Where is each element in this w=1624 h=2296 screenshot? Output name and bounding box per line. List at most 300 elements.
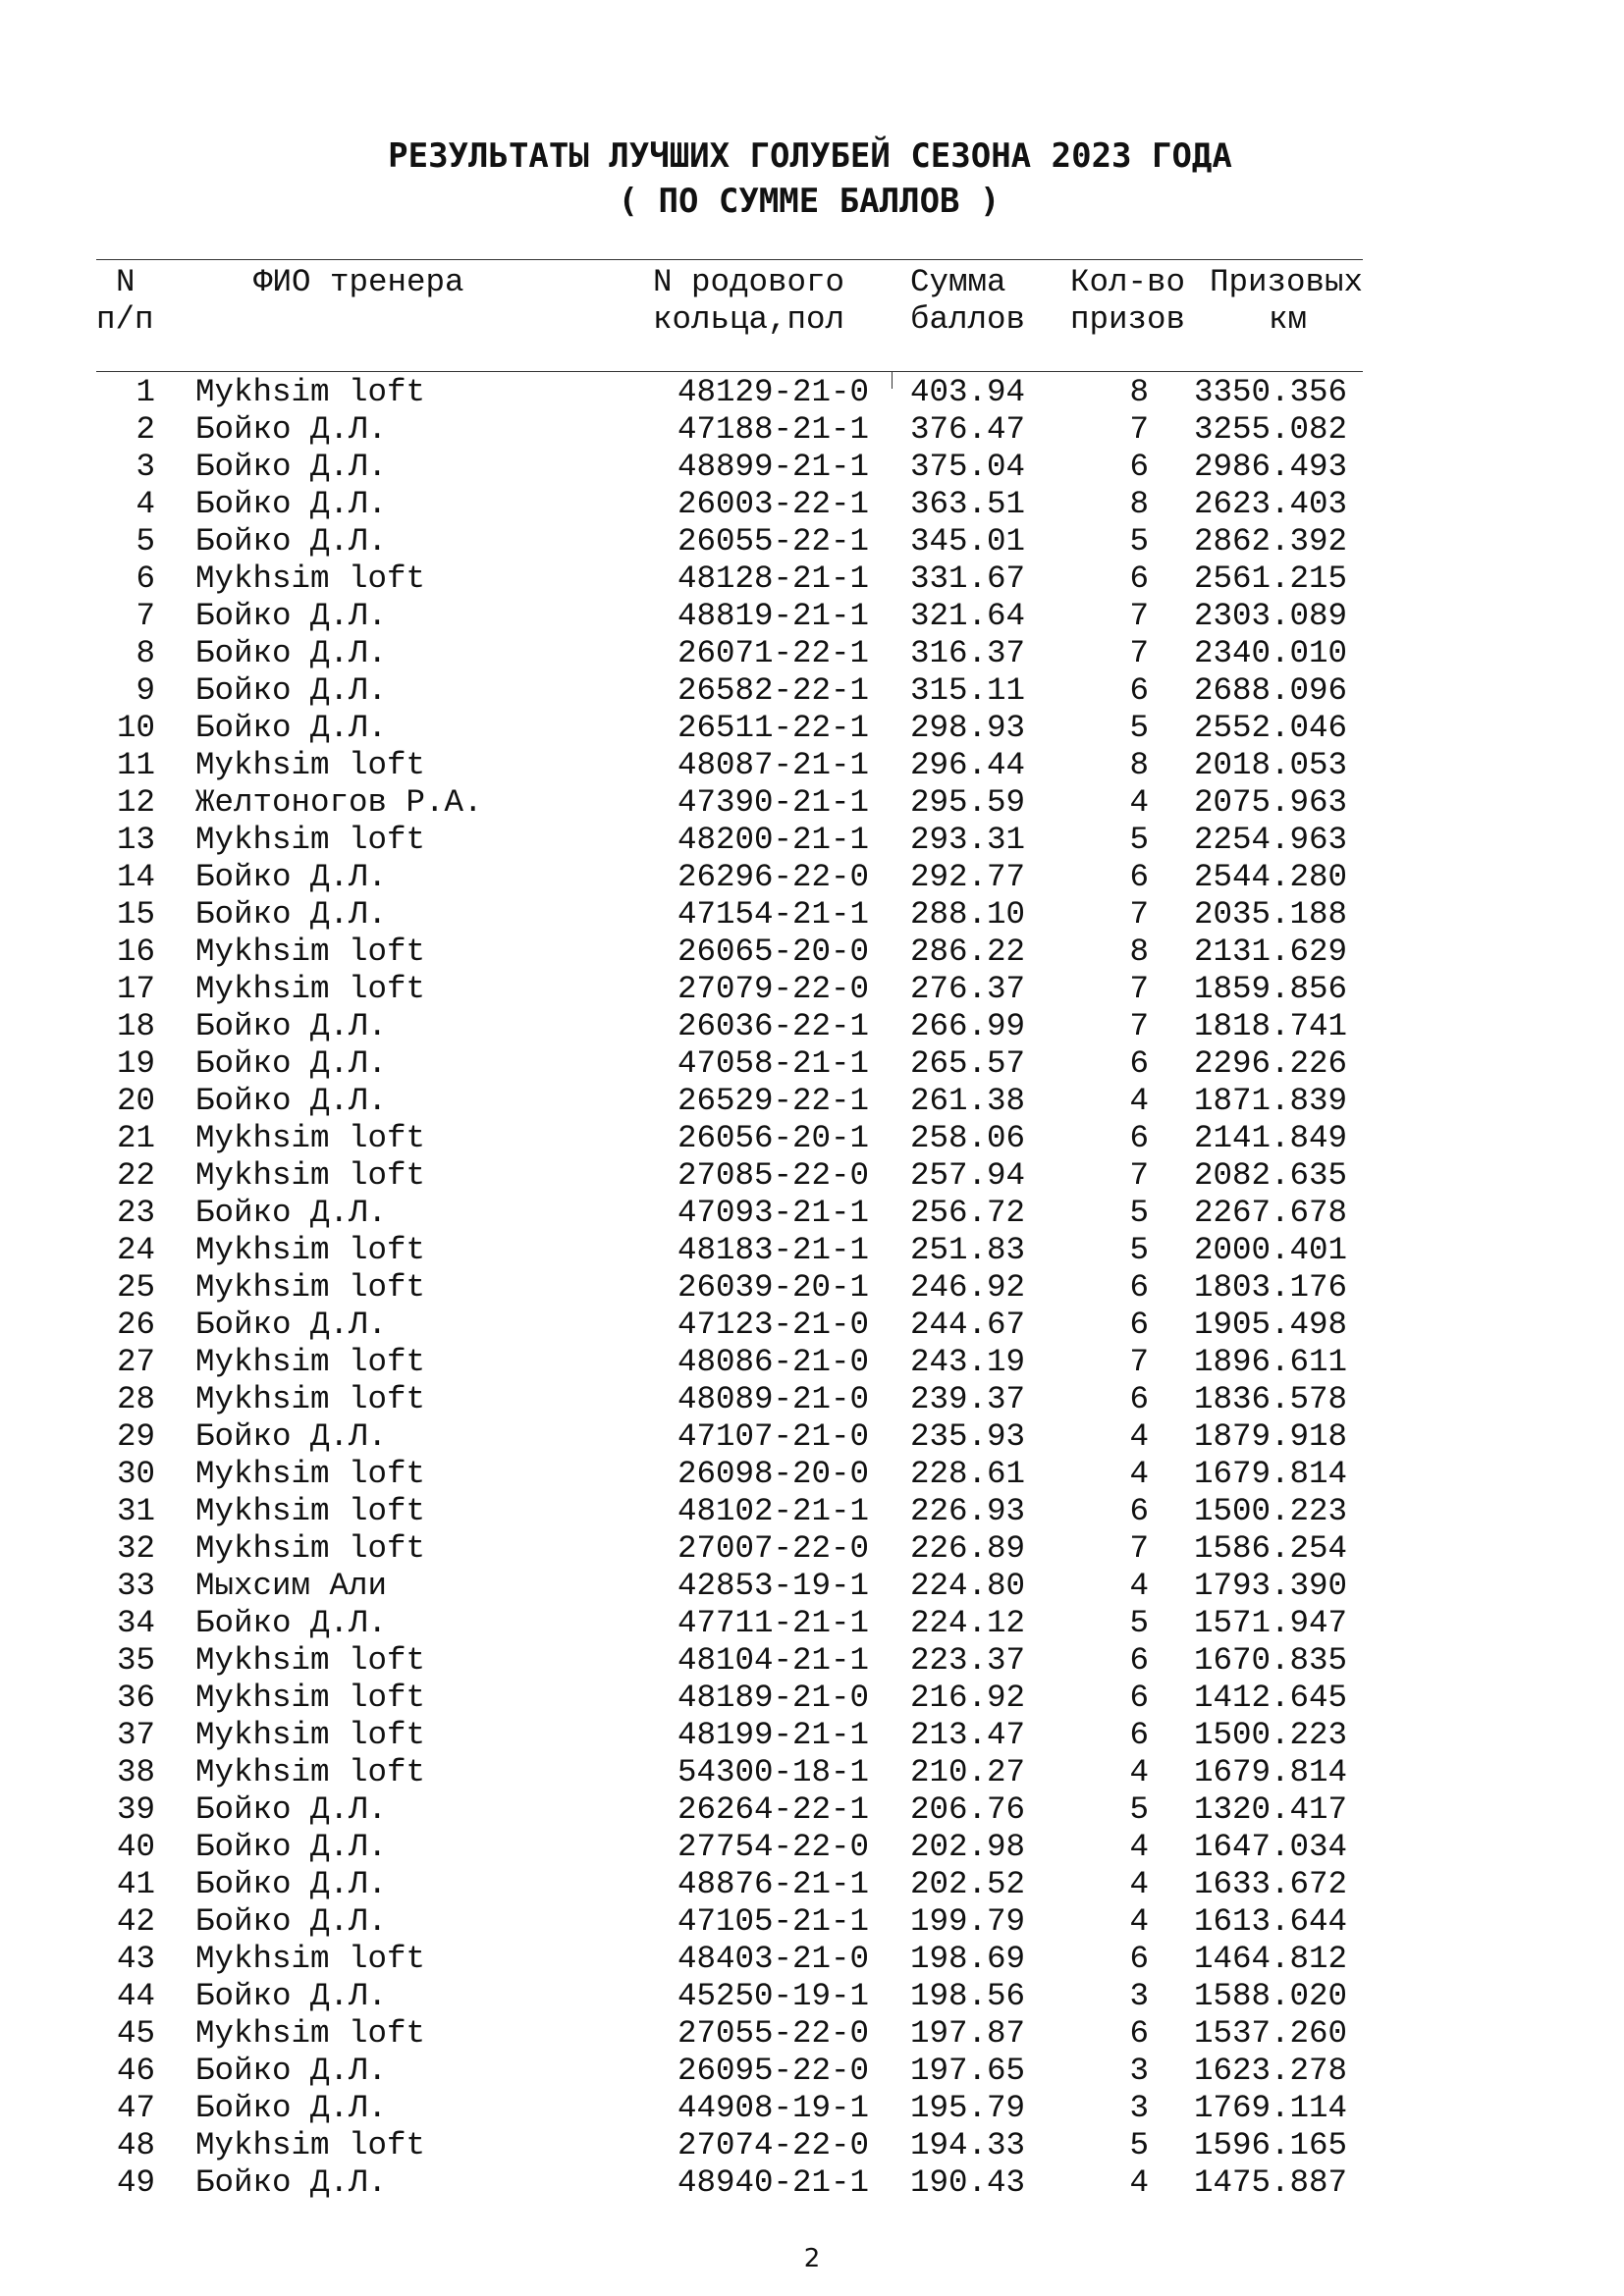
ring-number: 45250-19-1 — [677, 1978, 869, 2014]
row-number: 40 — [116, 1829, 155, 1865]
points-sum: 345.01 — [910, 523, 1026, 560]
prize-count: 5 — [1129, 2127, 1149, 2163]
row-number: 19 — [116, 1045, 155, 1082]
ring-number: 47058-21-1 — [677, 1045, 869, 1082]
row-number: 20 — [116, 1083, 155, 1119]
points-sum: 315.11 — [910, 672, 1026, 709]
prize-count: 6 — [1129, 672, 1149, 709]
row-number: 17 — [116, 971, 155, 1007]
ring-number: 48199-21-1 — [677, 1717, 869, 1753]
prize-count: 7 — [1129, 971, 1149, 1007]
ring-number: 48102-21-1 — [677, 1493, 869, 1529]
table-row — [0, 747, 1624, 787]
prize-km: 3350.356 — [1193, 374, 1347, 410]
trainer-name: Mykhsim loft — [195, 822, 426, 858]
prize-count: 5 — [1129, 1605, 1149, 1641]
points-sum: 243.19 — [910, 1344, 1026, 1380]
points-sum: 239.37 — [910, 1381, 1026, 1417]
points-sum: 206.76 — [910, 1791, 1026, 1828]
prize-km: 2075.963 — [1193, 784, 1347, 821]
trainer-name: Бойко Д.Л. — [195, 896, 388, 933]
table-row — [0, 822, 1624, 862]
row-number: 42 — [116, 1903, 155, 1940]
trainer-name: Мыхсим Али — [195, 1568, 388, 1604]
prize-count: 3 — [1129, 2090, 1149, 2126]
ring-number: 27055-22-0 — [677, 2015, 869, 2052]
trainer-name: Бойко Д.Л. — [195, 1307, 388, 1343]
trainer-name: Бойко Д.Л. — [195, 2164, 388, 2201]
row-number: 39 — [116, 1791, 155, 1828]
table-row — [0, 2053, 1624, 2093]
table-row — [0, 1456, 1624, 1496]
prize-count: 3 — [1129, 2053, 1149, 2089]
table-row — [0, 1309, 1624, 1347]
row-number: 7 — [135, 598, 155, 634]
table-row — [0, 784, 1624, 825]
prize-km: 1679.814 — [1193, 1456, 1347, 1492]
points-sum: 286.22 — [910, 934, 1026, 970]
prize-km: 1670.835 — [1193, 1642, 1347, 1679]
table-header-rule — [96, 371, 1363, 372]
points-sum: 321.64 — [910, 598, 1026, 634]
ring-number: 26582-22-1 — [677, 672, 869, 709]
prize-km: 1613.644 — [1193, 1903, 1347, 1940]
trainer-name: Mykhsim loft — [195, 2015, 426, 2052]
table-row — [0, 859, 1624, 899]
trainer-name: Mykhsim loft — [195, 561, 426, 597]
prize-km: 1871.839 — [1193, 1083, 1347, 1119]
prize-km: 1571.947 — [1193, 1605, 1347, 1641]
row-number: 41 — [116, 1866, 155, 1902]
trainer-name: Бойко Д.Л. — [195, 523, 388, 560]
prize-count: 6 — [1129, 1045, 1149, 1082]
prize-km: 1623.278 — [1193, 2053, 1347, 2089]
ring-number: 48403-21-0 — [677, 1941, 869, 1977]
prize-count: 6 — [1129, 1717, 1149, 1753]
ring-number: 27074-22-0 — [677, 2127, 869, 2163]
prize-km: 2000.401 — [1193, 1232, 1347, 1268]
ring-number: 47093-21-1 — [677, 1195, 869, 1231]
table-row — [0, 1195, 1624, 1235]
row-number: 3 — [135, 449, 155, 485]
row-number: 8 — [135, 635, 155, 671]
prize-km: 1879.918 — [1193, 1418, 1347, 1455]
row-number: 24 — [116, 1232, 155, 1268]
row-number: 14 — [116, 859, 155, 895]
trainer-name: Mykhsim loft — [195, 747, 426, 783]
ring-number: 26071-22-1 — [677, 635, 869, 671]
table-row — [0, 2015, 1624, 2056]
ring-number: 26529-22-1 — [677, 1083, 869, 1119]
row-number: 22 — [116, 1157, 155, 1194]
prize-km: 2340.010 — [1193, 635, 1347, 671]
prize-count: 4 — [1129, 2164, 1149, 2201]
prize-count: 6 — [1129, 1307, 1149, 1343]
row-number: 15 — [116, 896, 155, 933]
prize-count: 5 — [1129, 523, 1149, 560]
prize-km: 2552.046 — [1193, 710, 1347, 746]
prize-km: 2035.188 — [1193, 896, 1347, 933]
ring-number: 47107-21-0 — [677, 1418, 869, 1455]
table-row — [0, 523, 1624, 563]
points-sum: 375.04 — [910, 449, 1026, 485]
row-number: 48 — [116, 2127, 155, 2163]
prize-count: 4 — [1129, 784, 1149, 821]
prize-count: 6 — [1129, 1941, 1149, 1977]
prize-count: 6 — [1129, 1269, 1149, 1306]
prize-km: 1836.578 — [1193, 1381, 1347, 1417]
row-number: 6 — [135, 561, 155, 597]
prize-count: 6 — [1129, 1120, 1149, 1156]
points-sum: 213.47 — [910, 1717, 1026, 1753]
points-sum: 296.44 — [910, 747, 1026, 783]
trainer-name: Mykhsim loft — [195, 2127, 426, 2163]
ring-number: 44908-19-1 — [677, 2090, 869, 2126]
prize-count: 5 — [1129, 710, 1149, 746]
ring-number: 48200-21-1 — [677, 822, 869, 858]
trainer-name: Mykhsim loft — [195, 1344, 426, 1380]
row-number: 21 — [116, 1120, 155, 1156]
points-sum: 194.33 — [910, 2127, 1026, 2163]
prize-count: 7 — [1129, 411, 1149, 448]
prize-count: 7 — [1129, 635, 1149, 671]
table-row — [0, 936, 1624, 974]
table-row — [0, 2090, 1624, 2130]
prize-km: 1803.176 — [1193, 1269, 1347, 1306]
prize-count: 6 — [1129, 859, 1149, 895]
points-sum: 403.94 — [910, 374, 1026, 410]
prize-km: 2141.849 — [1193, 1120, 1347, 1156]
table-row — [0, 1232, 1624, 1272]
points-sum: 261.38 — [910, 1083, 1026, 1119]
page-number: 2 — [803, 2244, 821, 2273]
header-ring: N родового — [653, 264, 845, 300]
points-sum: 246.92 — [910, 1269, 1026, 1306]
trainer-name: Бойко Д.Л. — [195, 598, 388, 634]
trainer-name: Бойко Д.Л. — [195, 1008, 388, 1044]
row-number: 36 — [116, 1680, 155, 1716]
row-number: 12 — [116, 784, 155, 821]
table-row — [0, 1381, 1624, 1421]
trainer-name: Бойко Д.Л. — [195, 635, 388, 671]
prize-count: 8 — [1129, 486, 1149, 522]
document-subtitle: ( ПО СУММЕ БАЛЛОВ ) — [618, 182, 1001, 221]
table-row — [0, 1866, 1624, 1906]
prize-count: 4 — [1129, 1456, 1149, 1492]
prize-km: 1475.887 — [1193, 2164, 1347, 2201]
row-number: 44 — [116, 1978, 155, 2014]
points-sum: 331.67 — [910, 561, 1026, 597]
points-sum: 216.92 — [910, 1680, 1026, 1716]
ring-number: 48819-21-1 — [677, 598, 869, 634]
ring-number: 48087-21-1 — [677, 747, 869, 783]
points-sum: 197.87 — [910, 2015, 1026, 2052]
points-sum: 293.31 — [910, 822, 1026, 858]
prize-count: 7 — [1129, 1008, 1149, 1044]
points-sum: 257.94 — [910, 1157, 1026, 1194]
header-km: Призовых — [1210, 264, 1364, 300]
trainer-name: Mykhsim loft — [195, 1530, 426, 1567]
ring-number: 27079-22-0 — [677, 971, 869, 1007]
points-sum: 197.65 — [910, 2053, 1026, 2089]
points-sum: 298.93 — [910, 710, 1026, 746]
table-row — [0, 1605, 1624, 1645]
points-sum: 202.98 — [910, 1829, 1026, 1865]
trainer-name: Бойко Д.Л. — [195, 486, 388, 522]
prize-km: 1412.645 — [1193, 1680, 1347, 1716]
ring-number: 47123-21-0 — [677, 1307, 869, 1343]
prize-km: 1500.223 — [1193, 1493, 1347, 1529]
prize-km: 2986.493 — [1193, 449, 1347, 485]
table-row — [0, 1157, 1624, 1198]
table-row — [0, 1418, 1624, 1459]
table-row — [0, 1682, 1624, 1720]
trainer-name: Бойко Д.Л. — [195, 672, 388, 709]
header-ring-sub: кольца,пол — [653, 301, 845, 338]
prize-count: 7 — [1129, 1344, 1149, 1380]
table-row — [0, 1120, 1624, 1160]
trainer-name: Бойко Д.Л. — [195, 449, 388, 485]
prize-count: 5 — [1129, 1195, 1149, 1231]
prize-count: 4 — [1129, 1754, 1149, 1790]
header-prizes-sub: призов — [1070, 301, 1186, 338]
prize-count: 5 — [1129, 1791, 1149, 1828]
ring-number: 48089-21-0 — [677, 1381, 869, 1417]
trainer-name: Бойко Д.Л. — [195, 1903, 388, 1940]
trainer-name: Бойко Д.Л. — [195, 1791, 388, 1828]
trainer-name: Mykhsim loft — [195, 1232, 426, 1268]
prize-km: 1769.114 — [1193, 2090, 1347, 2126]
header-km-sub: км — [1269, 301, 1308, 338]
prize-km: 2303.089 — [1193, 598, 1347, 634]
table-row — [0, 1791, 1624, 1832]
row-number: 4 — [135, 486, 155, 522]
prize-count: 4 — [1129, 1829, 1149, 1865]
trainer-name: Бойко Д.Л. — [195, 710, 388, 746]
ring-number: 48183-21-1 — [677, 1232, 869, 1268]
trainer-name: Mykhsim loft — [195, 1680, 426, 1716]
ring-number: 26296-22-0 — [677, 859, 869, 895]
header-prizes: Кол-во — [1070, 264, 1186, 300]
ring-number: 48104-21-1 — [677, 1642, 869, 1679]
trainer-name: Mykhsim loft — [195, 1456, 426, 1492]
trainer-name: Бойко Д.Л. — [195, 1829, 388, 1865]
header-points-sub: баллов — [910, 301, 1026, 338]
header-name: ФИО тренера — [253, 264, 464, 300]
trainer-name: Mykhsim loft — [195, 1941, 426, 1977]
row-number: 29 — [116, 1418, 155, 1455]
prize-km: 2561.215 — [1193, 561, 1347, 597]
table-row — [0, 1717, 1624, 1757]
ring-number: 48129-21-0 — [677, 374, 869, 410]
prize-km: 1647.034 — [1193, 1829, 1347, 1865]
points-sum: 256.72 — [910, 1195, 1026, 1231]
table-row — [0, 1978, 1624, 2018]
points-sum: 198.69 — [910, 1941, 1026, 1977]
ring-number: 48086-21-0 — [677, 1344, 869, 1380]
prize-count: 4 — [1129, 1568, 1149, 1604]
table-top-rule — [96, 259, 1363, 260]
points-sum: 228.61 — [910, 1456, 1026, 1492]
table-row — [0, 1642, 1624, 1682]
row-number: 32 — [116, 1530, 155, 1567]
trainer-name: Mykhsim loft — [195, 1754, 426, 1790]
table-row — [0, 486, 1624, 526]
points-sum: 198.56 — [910, 1978, 1026, 2014]
ring-number: 47188-21-1 — [677, 411, 869, 448]
points-sum: 226.89 — [910, 1530, 1026, 1567]
prize-km: 1588.020 — [1193, 1978, 1347, 2014]
points-sum: 235.93 — [910, 1418, 1026, 1455]
row-number: 49 — [116, 2164, 155, 2201]
ring-number: 54300-18-1 — [677, 1754, 869, 1790]
trainer-name: Mykhsim loft — [195, 1157, 426, 1194]
table-row — [0, 563, 1624, 601]
points-sum: 376.47 — [910, 411, 1026, 448]
prize-km: 1896.611 — [1193, 1344, 1347, 1380]
prize-km: 1818.741 — [1193, 1008, 1347, 1044]
trainer-name: Бойко Д.Л. — [195, 1605, 388, 1641]
table-row — [0, 1344, 1624, 1384]
trainer-name: Бойко Д.Л. — [195, 1418, 388, 1455]
prize-km: 2623.403 — [1193, 486, 1347, 522]
row-number: 1 — [135, 374, 155, 410]
ring-number: 26264-22-1 — [677, 1791, 869, 1828]
trainer-name: Mykhsim loft — [195, 374, 426, 410]
row-number: 28 — [116, 1381, 155, 1417]
table-row — [0, 896, 1624, 936]
table-row — [0, 971, 1624, 1011]
ring-number: 48128-21-1 — [677, 561, 869, 597]
points-sum: 226.93 — [910, 1493, 1026, 1529]
ring-number: 47711-21-1 — [677, 1605, 869, 1641]
prize-km: 3255.082 — [1193, 411, 1347, 448]
table-row — [0, 635, 1624, 675]
prize-km: 1859.856 — [1193, 971, 1347, 1007]
prize-km: 1596.165 — [1193, 2127, 1347, 2163]
table-row — [0, 1045, 1624, 1086]
points-sum: 288.10 — [910, 896, 1026, 933]
table-row — [0, 2127, 1624, 2167]
trainer-name: Mykhsim loft — [195, 1717, 426, 1753]
points-sum: 223.37 — [910, 1642, 1026, 1679]
ring-number: 48189-21-0 — [677, 1680, 869, 1716]
header-points: Сумма — [910, 264, 1006, 300]
points-sum: 276.37 — [910, 971, 1026, 1007]
prize-count: 7 — [1129, 896, 1149, 933]
prize-count: 6 — [1129, 1642, 1149, 1679]
table-row — [0, 1568, 1624, 1608]
table-row — [0, 1083, 1624, 1123]
table-row — [0, 1903, 1624, 1944]
points-sum: 292.77 — [910, 859, 1026, 895]
points-sum: 258.06 — [910, 1120, 1026, 1156]
header-n-sub: п/п — [96, 301, 154, 338]
ring-number: 26056-20-1 — [677, 1120, 869, 1156]
row-number: 13 — [116, 822, 155, 858]
points-sum: 199.79 — [910, 1903, 1026, 1940]
trainer-name: Бойко Д.Л. — [195, 2090, 388, 2126]
table-row — [0, 374, 1624, 414]
points-sum: 316.37 — [910, 635, 1026, 671]
points-sum: 251.83 — [910, 1232, 1026, 1268]
row-number: 25 — [116, 1269, 155, 1306]
table-row — [0, 411, 1624, 452]
trainer-name: Бойко Д.Л. — [195, 2053, 388, 2089]
prize-count: 5 — [1129, 822, 1149, 858]
row-number: 9 — [135, 672, 155, 709]
points-sum: 224.80 — [910, 1568, 1026, 1604]
row-number: 47 — [116, 2090, 155, 2126]
ring-number: 27007-22-0 — [677, 1530, 869, 1567]
ring-number: 42853-19-1 — [677, 1568, 869, 1604]
results-table — [0, 374, 1624, 2205]
prize-km: 2296.226 — [1193, 1045, 1347, 1082]
table-row — [0, 1829, 1624, 1869]
ring-number: 27754-22-0 — [677, 1829, 869, 1865]
ring-number: 26098-20-0 — [677, 1456, 869, 1492]
prize-count: 8 — [1129, 374, 1149, 410]
points-sum: 210.27 — [910, 1754, 1026, 1790]
table-row — [0, 1008, 1624, 1048]
row-number: 16 — [116, 934, 155, 970]
row-number: 5 — [135, 523, 155, 560]
prize-km: 2862.392 — [1193, 523, 1347, 560]
table-row — [0, 710, 1624, 750]
ring-number: 26003-22-1 — [677, 486, 869, 522]
ring-number: 26039-20-1 — [677, 1269, 869, 1306]
row-number: 31 — [116, 1493, 155, 1529]
trainer-name: Бойко Д.Л. — [195, 411, 388, 448]
row-number: 11 — [116, 747, 155, 783]
row-number: 18 — [116, 1008, 155, 1044]
prize-count: 6 — [1129, 1381, 1149, 1417]
row-number: 45 — [116, 2015, 155, 2052]
prize-count: 5 — [1129, 1232, 1149, 1268]
trainer-name: Mykhsim loft — [195, 1120, 426, 1156]
prize-count: 8 — [1129, 747, 1149, 783]
trainer-name: Mykhsim loft — [195, 934, 426, 970]
row-number: 10 — [116, 710, 155, 746]
trainer-name: Бойко Д.Л. — [195, 859, 388, 895]
prize-count: 6 — [1129, 449, 1149, 485]
trainer-name: Mykhsim loft — [195, 1381, 426, 1417]
prize-km: 1500.223 — [1193, 1717, 1347, 1753]
document-title: РЕЗУЛЬТАТЫ ЛУЧШИХ ГОЛУБЕЙ СЕЗОНА 2023 ГОДА — [388, 136, 1232, 176]
trainer-name: Бойко Д.Л. — [195, 1045, 388, 1082]
ring-number: 47105-21-1 — [677, 1903, 869, 1940]
trainer-name: Бойко Д.Л. — [195, 1866, 388, 1902]
points-sum: 363.51 — [910, 486, 1026, 522]
trainer-name: Бойко Д.Л. — [195, 1195, 388, 1231]
points-sum: 295.59 — [910, 784, 1026, 821]
table-row — [0, 1530, 1624, 1571]
points-sum: 195.79 — [910, 2090, 1026, 2126]
row-number: 26 — [116, 1307, 155, 1343]
trainer-name: Mykhsim loft — [195, 1493, 426, 1529]
ring-number: 48876-21-1 — [677, 1866, 869, 1902]
row-number: 37 — [116, 1717, 155, 1753]
points-sum: 202.52 — [910, 1866, 1026, 1902]
prize-km: 2267.678 — [1193, 1195, 1347, 1231]
prize-km: 1537.260 — [1193, 2015, 1347, 2052]
points-sum: 224.12 — [910, 1605, 1026, 1641]
prize-km: 1905.498 — [1193, 1307, 1347, 1343]
prize-km: 2544.280 — [1193, 859, 1347, 895]
prize-km: 2254.963 — [1193, 822, 1347, 858]
prize-km: 1793.390 — [1193, 1568, 1347, 1604]
ring-number: 26036-22-1 — [677, 1008, 869, 1044]
